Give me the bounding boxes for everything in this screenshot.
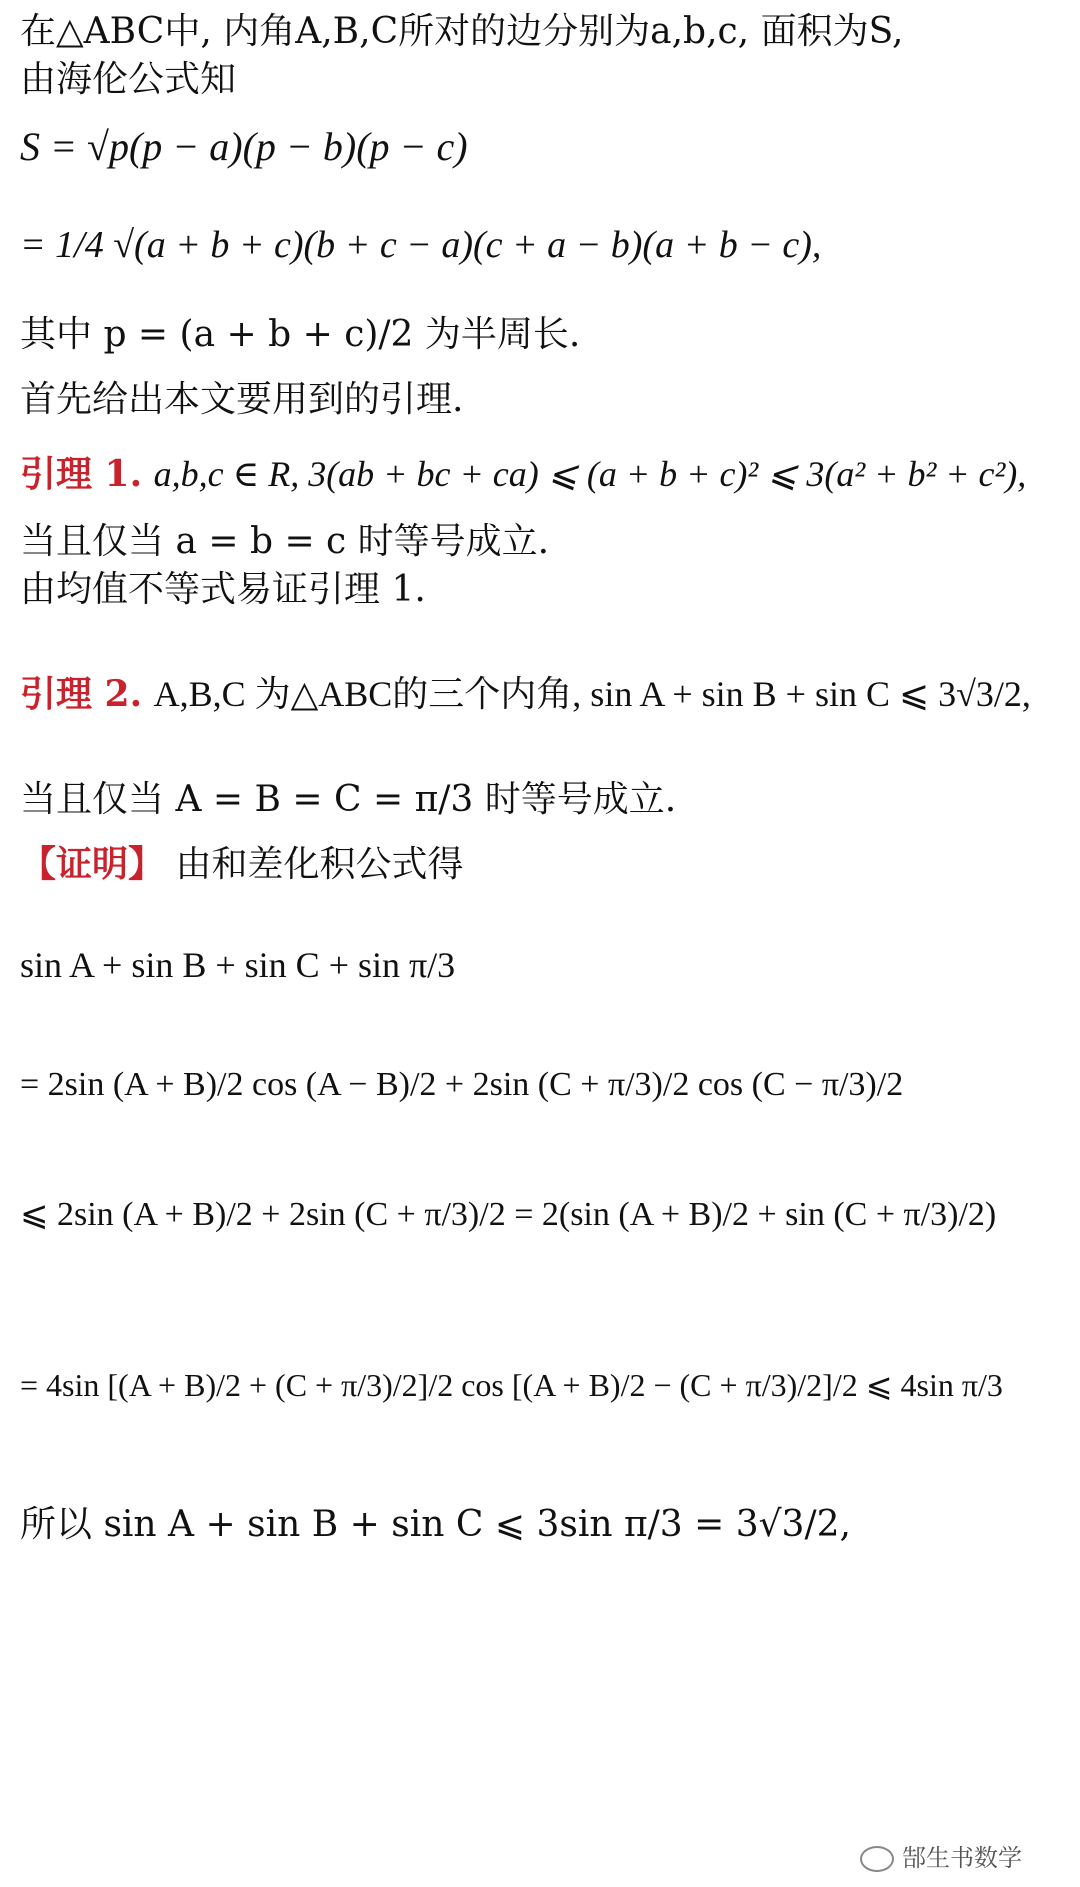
line-content: 首先给出本文要用到的引理. (20, 379, 464, 420)
watermark-text: 郜生书数学 (902, 1844, 1022, 1872)
line-content: 由海伦公式知 (20, 59, 237, 100)
lemma-1-proof-note (20, 568, 426, 612)
wechat-icon (860, 1846, 894, 1872)
text-line-2 (20, 58, 236, 102)
proof-step-4 (20, 1355, 1003, 1415)
proof-step-2 (20, 1055, 903, 1115)
line-content: 其中 p = (a + b + c)/2 为半周长. (20, 314, 581, 355)
heron-formula-expanded (20, 210, 821, 280)
lemma-1-label: 引理 1. (20, 453, 143, 495)
formula-content: sin A + sin B + sin C + sin π/3 (20, 945, 456, 985)
formula-content: S = √p(p − a)(p − b)(p − c) (20, 124, 468, 169)
lemma-2 (20, 664, 1031, 725)
proof-step-1 (20, 935, 455, 995)
lemma-1 (20, 452, 1026, 497)
lemma-1-equality (20, 520, 549, 564)
lemma-1-statement: a,b,c ∈ R, 3(ab + bc + ca) ⩽ (a + b + c)² ⩽ 3(a² + b² + c²), (153, 454, 1027, 494)
line-content: 所以 sin A + sin B + sin C ⩽ 3sin π/3 = 3√3/2, (20, 1504, 851, 1545)
watermark (860, 1838, 1022, 1873)
text-intro-lemma (20, 378, 463, 422)
lemma-2-label: 引理 2. (20, 673, 143, 715)
formula-content: = 4sin [(A + B)/2 + (C + π/3)/2]/2 cos [(A + B)/2 − (C + π/3)/2]/2 ⩽ 4sin π/3 (20, 1367, 1003, 1403)
line-content: 由和差化积公式得 (175, 844, 464, 885)
line-content: 在△ABC中, 内角A,B,C所对的边分别为a,b,c, 面积为S, (20, 11, 904, 52)
formula-content: = 1/4 √(a + b + c)(b + c − a)(c + a − b)(a + b − c), (20, 224, 822, 266)
proof-heading (20, 842, 463, 887)
proof-step-3 (20, 1185, 996, 1245)
proof-label: 【证明】 (20, 843, 165, 885)
text-line-1 (20, 10, 903, 54)
formula-content: = 2sin (A + B)/2 cos (A − B)/2 + 2sin (C + π/3)/2 cos (C − π/3)/2 (20, 1066, 904, 1103)
proof-conclusion (20, 1495, 851, 1555)
line-content: 当且仅当 a = b = c 时等号成立. (20, 521, 550, 562)
lemma-2-equality (20, 770, 676, 830)
line-content: 由均值不等式易证引理 1. (20, 569, 426, 610)
line-content: 当且仅当 A = B = C = π/3 时等号成立. (20, 779, 677, 820)
heron-formula (20, 118, 468, 176)
formula-content: ⩽ 2sin (A + B)/2 + 2sin (C + π/3)/2 = 2(sin (A + B)/2 + sin (C + π/3)/2) (20, 1196, 997, 1233)
semi-perimeter-line (20, 300, 580, 370)
lemma-2-statement: A,B,C 为△ABC的三个内角, sin A + sin B + sin C ⩽ 3√3/2, (153, 674, 1031, 714)
